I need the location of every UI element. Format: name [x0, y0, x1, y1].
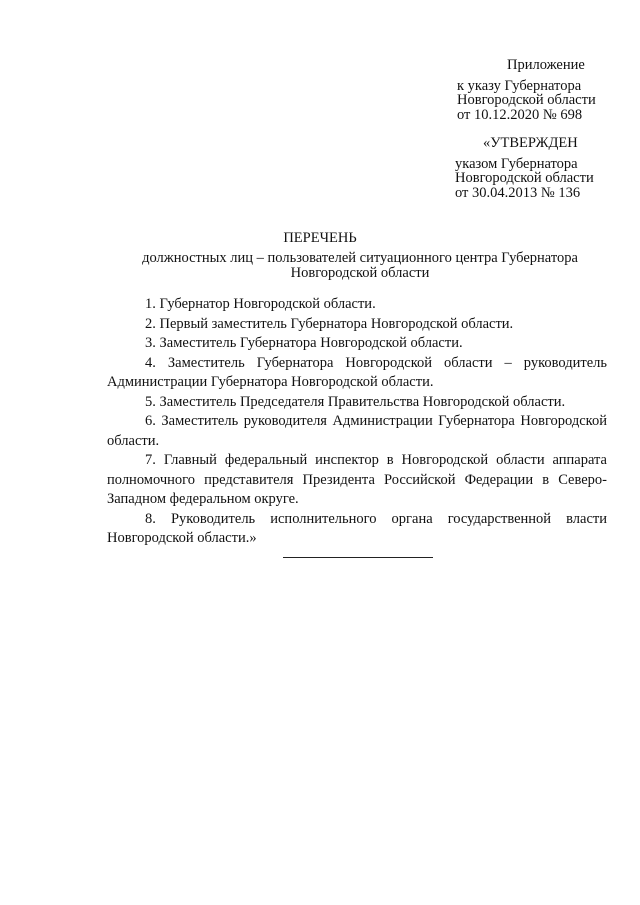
subheading-line: Новгородской области [290, 264, 430, 281]
closing-rule [283, 557, 433, 558]
approval-title: «УТВЕРЖДЕН [483, 135, 578, 151]
approval-line: указом Губернатора [455, 155, 578, 172]
list-item: 5. Заместитель Председателя Правительства Новгородской области. [145, 393, 566, 410]
list-item: 1. Губернатор Новгородской области. [145, 296, 376, 312]
appendix-line: Новгородской области [457, 92, 596, 108]
list-item: 3. Заместитель Губернатора Новгородской области. [145, 335, 463, 351]
approval-line: от 30.04.2013 № 136 [455, 184, 581, 201]
list-item: 8. Руководитель исполнительного органа государственной власти Новгородской области.» [107, 510, 607, 546]
subheading-line: должностных лиц – пользователей ситуационного центра Губернатора [142, 250, 578, 266]
approval-line: Новгородской области [455, 170, 594, 186]
list-item: 2. Первый заместитель Губернатора Новгородской области. [145, 315, 514, 332]
list-item: 4. Заместитель Губернатора Новгородской области – руководитель Администрации Губернатора Новгородской области. [107, 354, 607, 390]
appendix-line: от 10.12.2020 № 698 [457, 106, 583, 123]
approval-block [455, 136, 630, 200]
document-heading: ПЕРЕЧЕНЬ [283, 230, 357, 246]
list-item: 7. Главный федеральный инспектор в Новгородской области аппарата полномочного представителя Президента Российской Федерации в Северо-Западном федеральном округе. [107, 452, 607, 507]
officials-list [107, 295, 607, 549]
appendix-title: Приложение [507, 57, 585, 73]
list-item: 6. Заместитель руководителя Администрации Губернатора Новгородской области. [107, 413, 607, 449]
appendix-line: к указу Губернатора [457, 77, 582, 94]
document-subheading [100, 251, 620, 280]
appendix-block [457, 58, 627, 122]
